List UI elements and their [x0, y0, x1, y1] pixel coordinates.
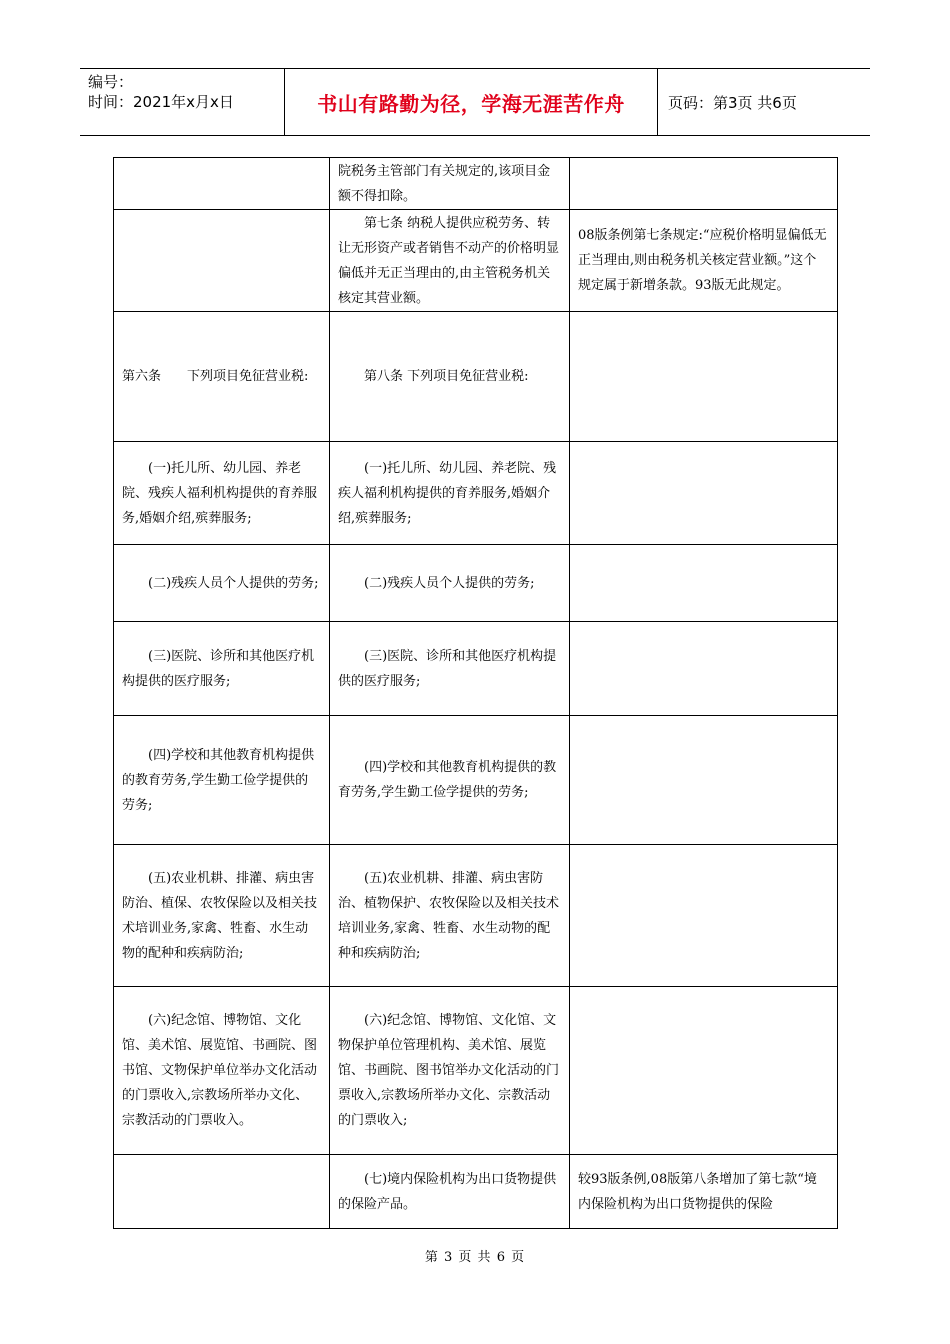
table-cell-new: (二)残疾人员个人提供的劳务;: [330, 545, 570, 622]
document-number-label: 编号：: [88, 73, 134, 91]
table-cell-note: [570, 845, 838, 987]
table-cell-old: (二)残疾人员个人提供的劳务;: [114, 545, 330, 622]
table-row: [114, 312, 838, 442]
table-cell-old: [114, 158, 330, 210]
page-footer: 第 3 页 共 6 页: [424, 1250, 526, 1265]
table-row: [114, 716, 838, 845]
table-row: [114, 442, 838, 545]
table-cell-new: (七)境内保险机构为出口货物提供的保险产品。: [330, 1155, 570, 1229]
header-meta: [80, 69, 284, 135]
table-cell-old: [114, 210, 330, 312]
header-motto: 书山有路勤为径，学海无涯苦作舟: [284, 69, 658, 135]
table-cell-note: 较93版条例,08版第八条增加了第七款“境内保险机构为出口货物提供的保险: [570, 1155, 838, 1229]
table-cell-note: [570, 158, 838, 210]
table-cell-new: (一)托儿所、幼儿园、养老院、残疾人福利机构提供的育养服务,婚姻介绍,殡葬服务;: [330, 442, 570, 545]
table-row: [114, 1155, 838, 1229]
table-cell-new: 院税务主管部门有关规定的,该项目金额不得扣除。: [330, 158, 570, 210]
table-cell-note: [570, 312, 838, 442]
header-page-number: 页码：第3页 共6页: [668, 93, 797, 112]
table-cell-new: (三)医院、诊所和其他医疗机构提供的医疗服务;: [330, 622, 570, 716]
table-row: [114, 545, 838, 622]
table-cell-old: (一)托儿所、幼儿园、养老院、残疾人福利机构提供的育养服务,婚姻介绍,殡葬服务;: [114, 442, 330, 545]
table-cell-note: [570, 716, 838, 845]
table-cell-new: 第七条 纳税人提供应税劳务、转让无形资产或者销售不动产的价格明显偏低并无正当理由的,由主管税务机关核定其营业额。: [330, 210, 570, 312]
table-row: [114, 158, 838, 210]
document-date: 时间：2021年x月x日: [88, 93, 234, 111]
table-cell-old: (三)医院、诊所和其他医疗机构提供的医疗服务;: [114, 622, 330, 716]
table-cell-old: [114, 1155, 330, 1229]
page-header: [80, 68, 870, 136]
table-row: [114, 845, 838, 987]
table-cell-new: (四)学校和其他教育机构提供的教育劳务,学生勤工俭学提供的劳务;: [330, 716, 570, 845]
table-row: [114, 987, 838, 1155]
table-cell-new: (五)农业机耕、排灌、病虫害防治、植物保护、农牧保险以及相关技术培训业务,家禽、牲畜、水生动物的配种和疾病防治;: [330, 845, 570, 987]
table-cell-note: [570, 442, 838, 545]
table-cell-note: [570, 987, 838, 1155]
table-row: [114, 622, 838, 716]
table-cell-old: 第六条 下列项目免征营业税:: [114, 312, 330, 442]
table-cell-old: (六)纪念馆、博物馆、文化馆、美术馆、展览馆、书画院、图书馆、文物保护单位举办文化活动的门票收入,宗教场所举办文化、宗教活动的门票收入。: [114, 987, 330, 1155]
table-cell-old: (四)学校和其他教育机构提供的教育劳务,学生勤工俭学提供的劳务;: [114, 716, 330, 845]
table-cell-old: (五)农业机耕、排灌、病虫害防治、植保、农牧保险以及相关技术培训业务,家禽、牲畜、水生动物的配种和疾病防治;: [114, 845, 330, 987]
table-cell-note: 08版条例第七条规定:“应税价格明显偏低无正当理由,则由税务机关核定营业额。”这个规定属于新增条款。93版无此规定。: [570, 210, 838, 312]
table-cell-note: [570, 545, 838, 622]
table-cell-new: 第八条 下列项目免征营业税:: [330, 312, 570, 442]
comparison-table: [113, 157, 838, 1229]
table-cell-new: (六)纪念馆、博物馆、文化馆、文物保护单位管理机构、美术馆、展览馆、书画院、图书馆举办文化活动的门票收入,宗教场所举办文化、宗教活动的门票收入;: [330, 987, 570, 1155]
table-cell-note: [570, 622, 838, 716]
table-row: [114, 210, 838, 312]
